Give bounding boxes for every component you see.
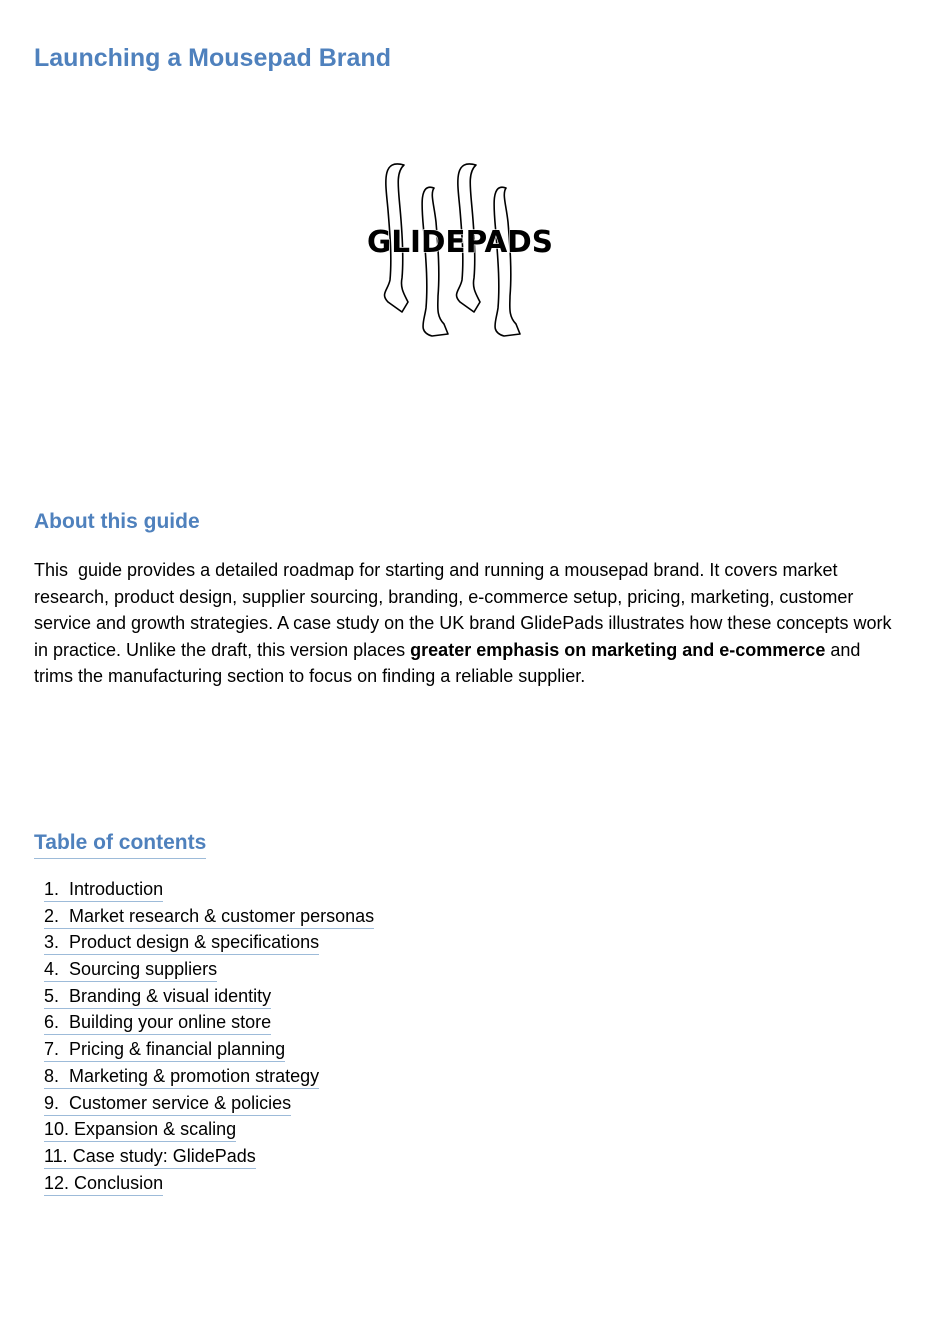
about-text-2: and trims the manufacturing section to focus on finding a reliable supplier.: [34, 639, 866, 687]
document-title: Launching a Mousepad Brand: [34, 44, 391, 72]
toc-number: 10.: [44, 1119, 70, 1140]
toc-label: Branding & visual identity: [69, 985, 272, 1006]
toc-item-introduction: [44, 876, 374, 903]
toc-link-product-design[interactable]: [44, 930, 319, 955]
toc-label: Marketing & promotion strategy: [69, 1065, 320, 1086]
toc-label: Conclusion: [74, 1172, 164, 1193]
about-emphasis: greater emphasis on marketing and e-commerce: [410, 639, 826, 660]
glidepads-logo: [364, 160, 556, 342]
toc-item-customer-service: [44, 1090, 374, 1117]
toc-number: 7.: [44, 1039, 60, 1060]
toc-link-pricing[interactable]: [44, 1037, 285, 1062]
toc-item-pricing: [44, 1036, 374, 1063]
toc-link-sourcing-suppliers[interactable]: [44, 957, 217, 982]
about-heading: About this guide: [34, 510, 200, 533]
table-of-contents: [44, 876, 374, 1196]
toc-label: Sourcing suppliers: [69, 959, 218, 980]
toc-label: Pricing & financial planning: [69, 1039, 286, 1060]
toc-label: Market research & customer personas: [69, 905, 375, 926]
toc-item-marketing: [44, 1063, 374, 1090]
logo-text: GLIDEPADS: [367, 225, 553, 260]
toc-item-market-research: [44, 903, 374, 930]
logo-swoosh-icon: [364, 160, 556, 342]
toc-label: Expansion & scaling: [74, 1119, 237, 1140]
toc-link-case-study[interactable]: [44, 1144, 256, 1169]
toc-link-marketing[interactable]: [44, 1064, 319, 1089]
toc-item-sourcing-suppliers: [44, 956, 374, 983]
about-paragraph: [34, 557, 904, 690]
about-text-1: This guide provides a detailed roadmap for starting and running a mousepad brand. It covers market research, product design, supplier sourcing, branding, e-commerce setup, pricing, marketing, customer service and growth strategies. A case study on the UK brand GlidePads illustrates how these concepts work in practice. Unlike the draft, this version places: [34, 560, 897, 660]
toc-link-conclusion[interactable]: [44, 1171, 163, 1196]
toc-label: Introduction: [69, 879, 164, 899]
toc-number: 9.: [44, 1092, 60, 1113]
toc-number: 8.: [44, 1065, 60, 1086]
toc-number: 3.: [44, 932, 60, 953]
toc-item-case-study: [44, 1143, 374, 1170]
toc-label: Case study: GlidePads: [72, 1145, 256, 1166]
toc-link-expansion[interactable]: [44, 1117, 236, 1142]
toc-item-expansion: [44, 1116, 374, 1143]
toc-heading[interactable]: Table of contents: [34, 829, 206, 859]
toc-number: 6.: [44, 1012, 60, 1033]
toc-link-customer-service[interactable]: [44, 1091, 291, 1116]
toc-label: Building your online store: [69, 1012, 272, 1033]
toc-item-online-store: [44, 1009, 374, 1036]
toc-item-conclusion: [44, 1170, 374, 1197]
toc-number: 4.: [44, 959, 60, 980]
toc-number: 5.: [44, 985, 60, 1006]
toc-number: 1.: [44, 879, 60, 899]
toc-item-branding: [44, 983, 374, 1010]
toc-link-market-research[interactable]: [44, 904, 374, 929]
toc-label: Customer service & policies: [69, 1092, 292, 1113]
toc-link-branding[interactable]: [44, 984, 271, 1009]
toc-number: 11.: [44, 1145, 68, 1166]
toc-number: 12.: [44, 1172, 70, 1193]
toc-label: Product design & specifications: [69, 932, 320, 953]
toc-link-online-store[interactable]: [44, 1010, 271, 1035]
toc-item-product-design: [44, 929, 374, 956]
toc-number: 2.: [44, 905, 60, 926]
toc-link-introduction[interactable]: [44, 877, 163, 902]
